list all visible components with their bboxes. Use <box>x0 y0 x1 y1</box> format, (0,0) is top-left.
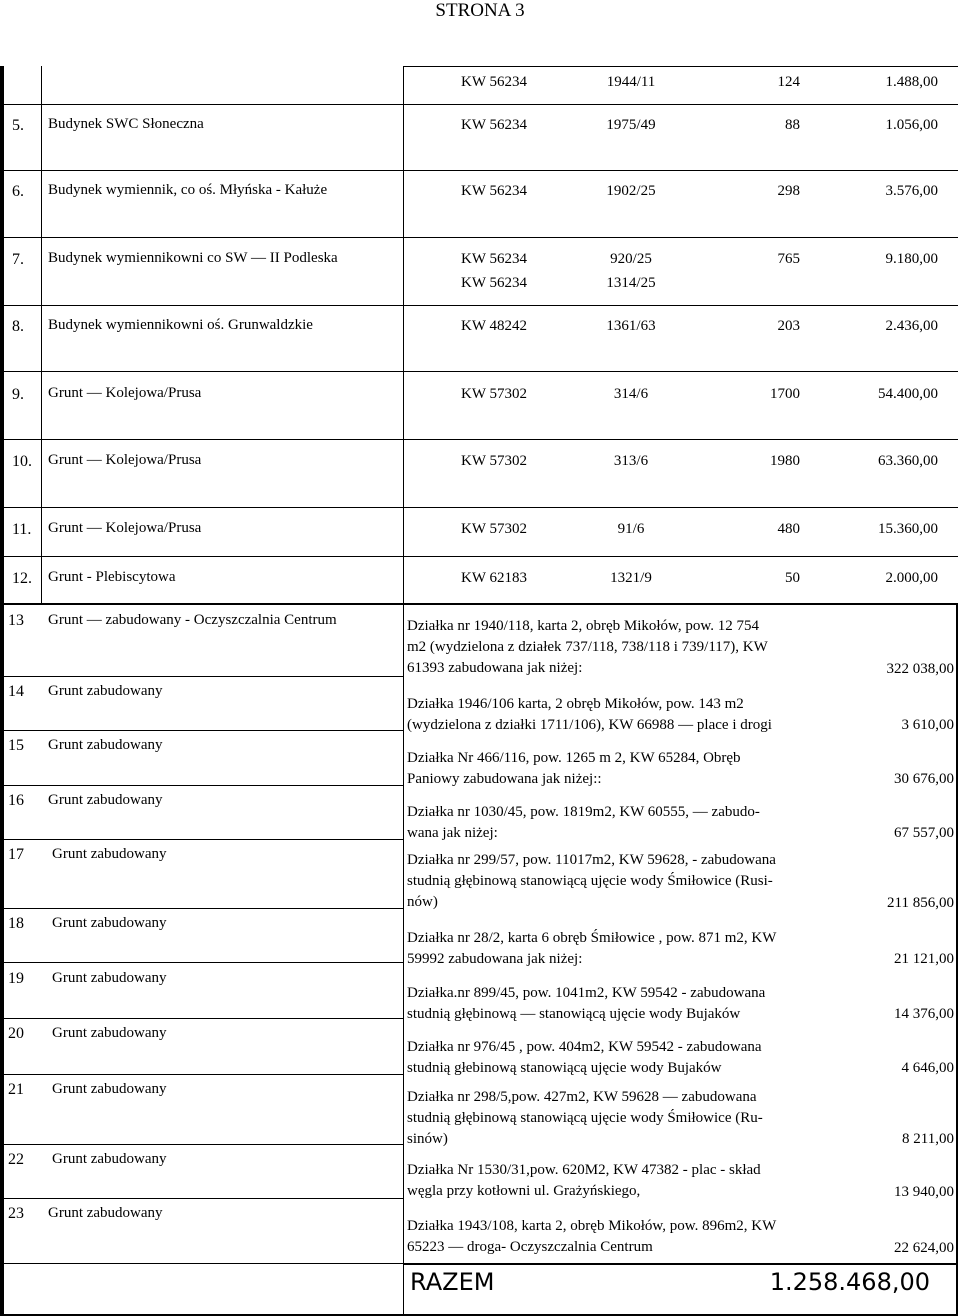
row-area: 765 <box>777 251 800 267</box>
row-kw: KW 56234 <box>461 74 527 90</box>
table-rule <box>0 962 404 963</box>
table-rule <box>403 66 958 67</box>
row-value: 13 940,00 <box>894 1184 954 1200</box>
left-border <box>0 604 4 1316</box>
row-name: Grunt zabudowany <box>52 915 167 931</box>
row-name: Grunt zabudowany <box>52 846 167 862</box>
row-name: Grunt zabudowany <box>52 1081 167 1097</box>
row-description-line: Działka 1946/106 karta, 2 obręb Mikołów, pow. 143 m2 <box>407 696 744 712</box>
row-value: 2.436,00 <box>885 318 938 334</box>
row-value: 21 121,00 <box>894 951 954 967</box>
row-number: 17 <box>8 846 24 863</box>
row-description-line: Działka nr 1030/45, pow. 1819m2, KW 60555, — zabudo- <box>407 804 760 820</box>
row-description-line: sinów) <box>407 1131 448 1147</box>
row-number: 5. <box>12 117 24 134</box>
row-value: 4 646,00 <box>901 1060 954 1076</box>
row-name: Grunt zabudowany <box>48 1205 163 1221</box>
row-parcel: 1321/9 <box>610 570 652 586</box>
row-value: 14 376,00 <box>894 1006 954 1022</box>
table-rule <box>0 439 958 440</box>
row-value: 8 211,00 <box>902 1131 954 1147</box>
row-kw: KW 57302 <box>461 521 527 537</box>
row-number: 19 <box>8 970 24 987</box>
table-rule <box>0 507 958 508</box>
row-description-line: Działka nr 298/5,pow. 427m2, KW 59628 — zabudowana <box>407 1089 757 1105</box>
row-description-line: węgla przy kotłowni ul. Grażyńskiego, <box>407 1183 641 1199</box>
row-description-line: 59992 zabudowana jak niżej: <box>407 951 583 967</box>
row-description-line: wana jak niżej: <box>407 825 498 841</box>
row-area: 124 <box>777 74 800 90</box>
row-value: 54.400,00 <box>878 386 938 402</box>
row-description-line: Działka nr 1940/118, karta 2, obręb Mikołów, pow. 12 754 <box>407 618 760 634</box>
row-description-line: Działka.nr 899/45, pow. 1041m2, KW 59542 - zabudowana <box>407 985 766 1001</box>
table-rule <box>0 1074 404 1075</box>
row-kw: KW 57302 <box>461 386 527 402</box>
row-value: 63.360,00 <box>878 453 938 469</box>
table-rule <box>0 104 958 105</box>
table-rule <box>403 1263 958 1265</box>
row-description-line: (wydzielona z działki 1711/106), KW 66988 — place i drogi <box>407 717 772 733</box>
row-kw: KW 57302 <box>461 453 527 469</box>
row-description-line: 61393 zabudowana jak niżej: <box>407 660 583 676</box>
row-name: Grunt zabudowany <box>52 970 167 986</box>
row-area: 203 <box>777 318 800 334</box>
row-number: 21 <box>8 1081 24 1098</box>
row-name: Grunt — Kolejowa/Prusa <box>48 520 202 536</box>
table-rule <box>0 730 404 731</box>
column-divider <box>403 66 404 604</box>
row-name: Grunt — Kolejowa/Prusa <box>48 385 202 401</box>
table-rule <box>0 556 958 557</box>
row-name: Grunt zabudowany <box>48 683 163 699</box>
row-number: 20 <box>8 1025 24 1042</box>
row-number: 7. <box>12 251 24 268</box>
row-kw: KW 56234 <box>461 117 527 133</box>
row-name: Grunt zabudowany <box>52 1151 167 1167</box>
total-label: RAZEM <box>410 1268 495 1296</box>
table-rule <box>0 908 404 909</box>
row-value: 3 610,00 <box>901 717 954 733</box>
row-description-line: Działka Nr 466/116, pow. 1265 m 2, KW 65284, Obręb <box>407 750 741 766</box>
row-number: 12. <box>12 570 32 587</box>
table-rule <box>0 237 958 238</box>
table-rule <box>0 676 404 677</box>
row-value: 9.180,00 <box>885 251 938 267</box>
row-name: Budynek SWC Słoneczna <box>48 116 204 132</box>
row-kw: KW 62183 <box>461 570 527 586</box>
row-area: 88 <box>785 117 800 133</box>
row-description-line: Działka 1943/108, karta 2, obręb Mikołów, pow. 896m2, KW <box>407 1218 777 1234</box>
row-name: Grunt — zabudowany - Oczyszczalnia Centrum <box>48 612 337 628</box>
column-divider <box>41 66 42 604</box>
table-rule <box>0 839 404 840</box>
row-number: 23 <box>8 1205 24 1222</box>
row-parcel: 1902/25 <box>606 183 656 199</box>
row-number: 8. <box>12 318 24 335</box>
row-kw: KW 48242 <box>461 318 527 334</box>
row-area: 1980 <box>770 453 800 469</box>
right-border <box>956 604 958 1316</box>
row-name: Grunt zabudowany <box>48 737 163 753</box>
row-name: Grunt zabudowany <box>48 792 163 808</box>
row-value: 2.000,00 <box>885 570 938 586</box>
row-parcel: 314/6 <box>613 386 649 402</box>
row-description-line: studnią głębinową — stanowiącą ujęcie wody Bujaków <box>407 1006 741 1022</box>
table-rule <box>0 785 404 786</box>
table-rule <box>0 1263 404 1264</box>
row-area: 298 <box>777 183 800 199</box>
table-rule <box>0 603 958 605</box>
row-description-line: nów) <box>407 894 438 910</box>
row-value: 322 038,00 <box>886 661 954 677</box>
row-value: 211 856,00 <box>887 895 954 911</box>
row-kw: KW 56234 <box>461 275 527 291</box>
row-description-line: 65223 — droga- Oczyszczalnia Centrum <box>407 1239 653 1255</box>
row-value: 30 676,00 <box>894 771 954 787</box>
row-description-line: Paniowy zabudowana jak niżej:: <box>407 771 602 787</box>
row-name: Budynek wymiennik, co oś. Młyńska - Kałuże <box>48 182 328 198</box>
page-label: STRONA 3 <box>435 0 525 21</box>
row-description-line: studnią głębinową stanowiącą ujęcie wody Śmiłowice (Ru- <box>407 1110 763 1126</box>
row-value: 1.488,00 <box>885 74 938 90</box>
row-value: 3.576,00 <box>885 183 938 199</box>
row-number: 11. <box>12 521 32 538</box>
total-value: 1.258.468,00 <box>769 1268 930 1296</box>
row-description-line: Działka nr 299/57, pow. 11017m2, KW 59628, - zabudowana <box>407 852 776 868</box>
row-number: 16 <box>8 792 24 809</box>
row-parcel: 920/25 <box>610 251 652 267</box>
column-divider <box>403 604 404 1316</box>
table-rule <box>0 1198 404 1199</box>
row-value: 1.056,00 <box>885 117 938 133</box>
table-rule <box>0 1144 404 1145</box>
row-number: 15 <box>8 737 24 754</box>
table-rule <box>0 305 958 306</box>
row-description-line: Działka nr 976/45 , pow. 404m2, KW 59542 - zabudowana <box>407 1039 762 1055</box>
row-kw: KW 56234 <box>461 251 527 267</box>
row-number: 22 <box>8 1151 24 1168</box>
row-description-line: Działka nr 28/2, karta 6 obręb Śmiłowice , pow. 871 m2, KW <box>407 930 777 946</box>
row-parcel: 1975/49 <box>606 117 656 133</box>
row-description-line: studnią głębinową stanowiącą ujęcie wody Śmiłowice (Rusi- <box>407 873 773 889</box>
row-kw: KW 56234 <box>461 183 527 199</box>
table-rule <box>0 371 958 372</box>
row-number: 14 <box>8 683 24 700</box>
table-rule <box>0 170 958 171</box>
row-description-line: studnią głebinową stanowiącą ujęcie wody Bujaków <box>407 1060 722 1076</box>
row-value: 22 624,00 <box>894 1240 954 1256</box>
row-description-line: Działka Nr 1530/31,pow. 620M2, KW 47382 - plac - skład <box>407 1162 761 1178</box>
row-parcel: 1361/63 <box>606 318 656 334</box>
row-parcel: 313/6 <box>613 453 649 469</box>
row-number: 9. <box>12 386 24 403</box>
row-name: Budynek wymiennikowni oś. Grunwaldzkie <box>48 317 313 333</box>
row-number: 13 <box>8 612 24 629</box>
row-parcel: 1314/25 <box>606 275 656 291</box>
row-parcel: 1944/11 <box>606 74 656 90</box>
row-name: Grunt — Kolejowa/Prusa <box>48 452 202 468</box>
row-number: 6. <box>12 183 24 200</box>
row-number: 18 <box>8 915 24 932</box>
row-name: Grunt - Plebiscytowa <box>48 569 176 585</box>
table-rule <box>0 1018 404 1019</box>
row-description-line: m2 (wydzielona z działek 737/118, 738/118 i 739/117), KW <box>407 639 768 655</box>
row-area: 50 <box>785 570 800 586</box>
row-parcel: 91/6 <box>617 521 645 537</box>
row-name: Budynek wymiennikowni co SW — II Podleska <box>48 250 338 266</box>
left-border <box>0 66 4 604</box>
row-number: 10. <box>12 453 32 470</box>
row-area: 1700 <box>770 386 800 402</box>
row-value: 67 557,00 <box>894 825 954 841</box>
row-name: Grunt zabudowany <box>52 1025 167 1041</box>
row-area: 480 <box>777 521 800 537</box>
row-value: 15.360,00 <box>878 521 938 537</box>
